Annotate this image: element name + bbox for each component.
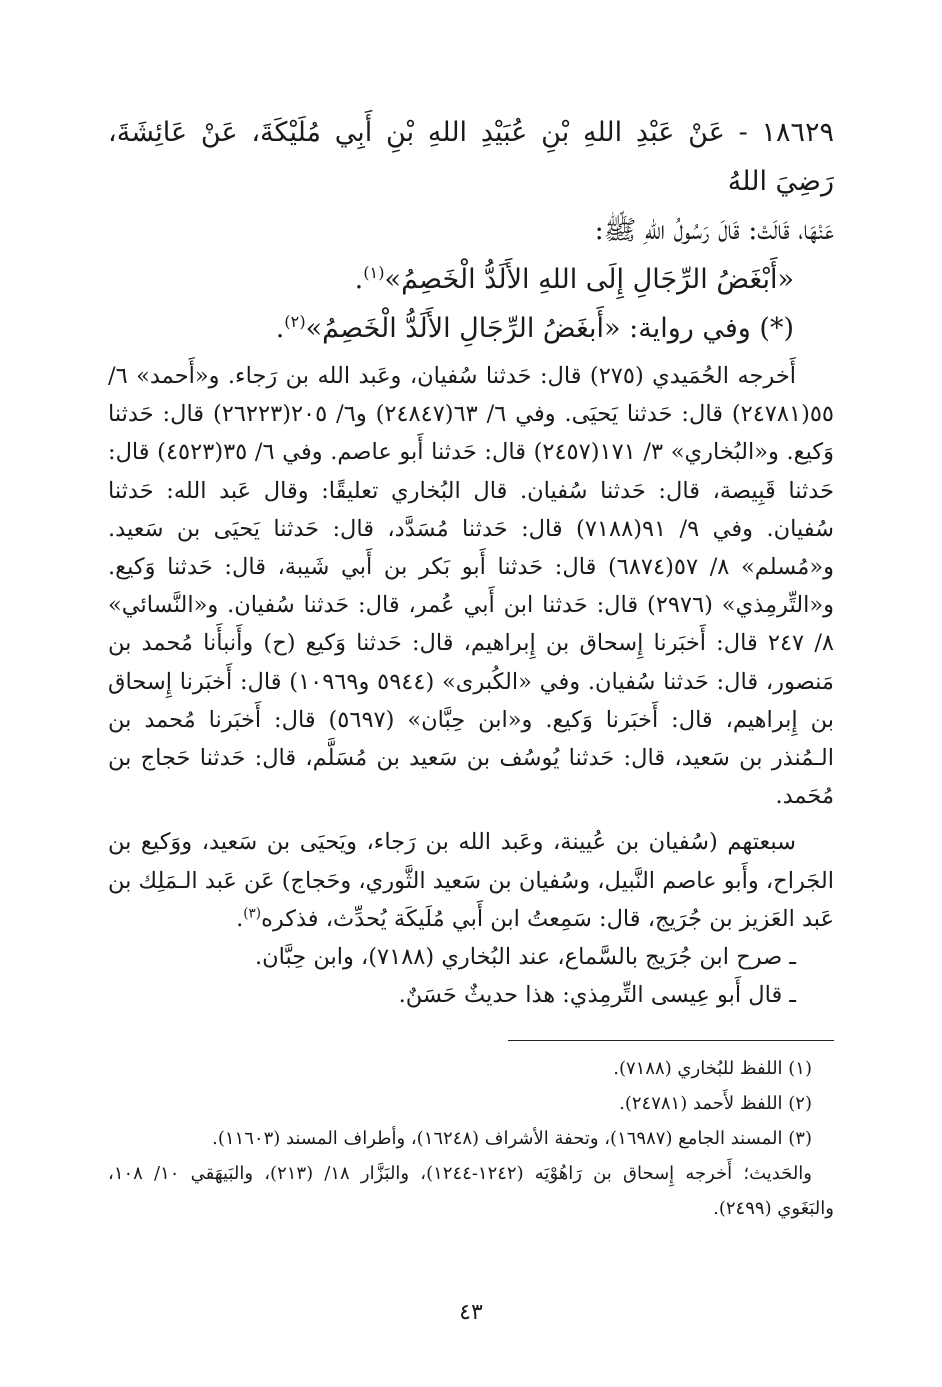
footnote-separator (508, 1040, 834, 1041)
sami-end: . (236, 905, 244, 932)
footnote-2: (٢) اللفظ لأَحمد (٢٤٧٨١). (619, 1093, 812, 1115)
takhrij-paragraph: أَخرجه الحُمَيدي (٢٧٥) قال: حَدثنا سُفيان، وعَبد الله بن رَجاء. و«أَحمد» ٦/ ٥٥(٢٤٧٨١) قال: حَدثنا يَحيَى. وفي ٦/ ٦٣(٢٤٨٤٧) و٦/ ٢٠٥(٢٦٢٢٣) قال: حَدثنا وَكيع. و«البُخاري» ٣/ ١٧١(٢٤٥٧) قال: حَدثنا أَبو عاصم. وفي ٦/ ٣٥(٤٥٢٣) قال: حَدثنا قَبِيصة، قال: حَدثنا سُفيان. قال البُخاري تعليقًا: وقال عَبد الله: حَدثنا سُفيان. وفي ٩/ ٩١(٧١٨٨) قال: حَدثنا مُسَدَّد، قال: حَدثنا يَحيَى بن سَعيد. و«مُسلم» ٨/ ٥٧(٦٨٧٤) قال: حَدثنا أَبو بَكر بن أَبي شَيبة، قال: حَدثنا وَكيع. و«التِّرمِذي» (٢٩٧٦) قال: حَدثنا ابن أَبي عُمر، قال: حَدثنا سُفيان. و«النَّسائي» ٨/ ٢٤٧ قال: أَخبَرنا إِسحاق بن إِبراهيم، قال: حَدثنا وَكيع (ح) وأَنبأَنا مُحمد بن مَنصور، قال: حَدثنا سُفيان. وفي «الكُبرى» (٥٩٤٤ و١٠٩٦٩) قال: أَخبَرنا إِسحاق بن إِبراهيم، قال: أَخبَرنا وَكيع. و«ابن حِبَّان» (٥٦٩٧) قال: أَخبَرنا مُحمد بن الـمُنذر بن سَعيد، قال: حَدثنا يُوسُف بن سَعيد بن مُسَلَّم، قال: حَدثنا حَجاج بن مُحَمد. (108, 363, 835, 810)
footnote-1: (١) اللفظ للبُخاري (٧١٨٨). (613, 1058, 812, 1080)
book-page (108, 108, 834, 1357)
hadith-block (108, 108, 834, 353)
hadith-matn (108, 255, 834, 304)
hadith-isnad-line-1: ١٨٦٢٩ - عَنْ عَبْدِ اللهِ بْنِ عُبَيْدِ اللهِ بْنِ أَبِي مُلَيْكَةَ، عَنْ عَائِشَةَ، رَضِيَ اللهُ (108, 117, 834, 197)
hadith-riwaya-end: . (275, 313, 285, 344)
hadith-matn-end: . (354, 264, 364, 295)
hadith-matn-text: «أَبْغَضُ الرِّجَالِ إِلَى اللهِ الأَلَدُّ الْخَصِمُ» (384, 264, 794, 295)
footnote-ref-1[interactable]: (١) (363, 263, 385, 282)
note-sama: ـ صرح ابن جُرَيج بالسَّماع، عند البُخاري (٧١٨٨)، وابن حِبَّان. (254, 944, 796, 971)
sami-paragraph (108, 823, 834, 938)
footnotes (108, 1051, 834, 1226)
footnote-ref-3[interactable]: (٣) (243, 905, 262, 922)
sami-text: سبعتهم (سُفيان بن عُيينة، وعَبد الله بن رَجاء، ويَحيَى بن سَعيد، ووَكيع بن الجَراح، وأَبو عاصم النَّبيل، وسُفيان بن سَعيد الثَّوري، وحَجاج) عَن عَبد الـمَلِك بن عَبد العَزيز بن جُرَيج، قال: سَمِعتُ ابن أَبي مُلَيكَة يُحدِّث، فذكره (108, 829, 834, 932)
footnote-3-continuation: والحَديث؛ أَخرجه إِسحاق بن رَاهُوْيَه (١٢٤٢-١٢٤٤)، والبَزَّار ١٨/ (٢١٣)، والبَيهَقي ١٠/ ١٠٨، والبَغَوي (٢٤٩٩). (108, 1163, 834, 1220)
footnote-ref-2[interactable]: (٢) (284, 312, 306, 331)
hadith-isnad-line-2: عَنْهَا، قَالَتْ: قَالَ رَسُولُ اللهِ ﷺ: (594, 215, 834, 246)
hadith-riwaya-text: (*) وفي رواية: «أَبغَضُ الرِّجَالِ الأَلَدُّ الْخَصِمُ» (305, 313, 794, 344)
page-number: ٤٣ (459, 1300, 483, 1325)
hadith-riwaya (108, 304, 834, 353)
footnote-3: (٣) المسند الجامع (١٦٩٨٧)، وتحفة الأشراف (١٦٢٤٨)، وأطراف المسند (١١٦٠٣). (212, 1128, 812, 1150)
note-tirmidhi: ـ قال أَبو عِيسى التِّرمِذي: هذا حديثٌ حَسَنٌ. (398, 982, 796, 1009)
